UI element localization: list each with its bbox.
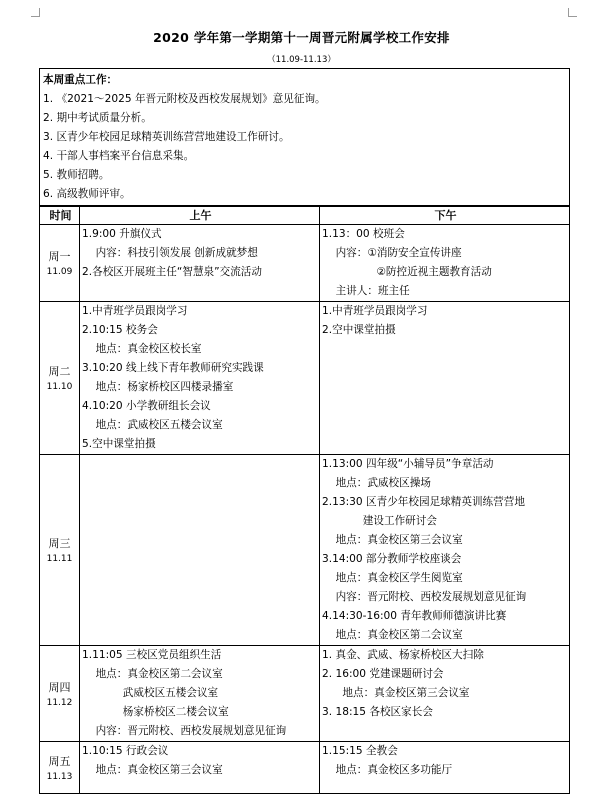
schedule-line: 1.中青班学员跟岗学习 [82, 305, 188, 317]
schedule-line: ②防控近视主题教育活动 [376, 266, 492, 278]
schedule-line: 1. 真金、武威、杨家桥校区大扫除 [322, 649, 484, 661]
schedule-line: 地点：真金校区第三会议室 [95, 764, 223, 776]
schedule-line: 1.9:00 升旗仪式 [82, 228, 162, 240]
schedule-line: 4.14:30-16:00 青年教师师德演讲比赛 [322, 610, 507, 622]
day-date: 11.13 [46, 771, 73, 782]
day-cell [40, 455, 80, 646]
day-name: 周一 [48, 250, 71, 263]
schedule-line: 地点：真金校区多功能厅 [335, 764, 453, 776]
day-date: 11.11 [46, 554, 73, 564]
schedule-line: 地点：真金校区校长室 [95, 343, 202, 355]
schedule-line: 2.空中课堂拍摄 [322, 324, 396, 336]
schedule-line: 1.15:15 全教会 [322, 745, 398, 757]
schedule-line: 内容：①消防安全宣传讲座 [335, 247, 462, 259]
afternoon-cell [320, 455, 570, 646]
schedule-line: 1.中青班学员跟岗学习 [322, 305, 428, 317]
schedule-line: 1.10:15 行政会议 [82, 745, 169, 757]
schedule-table [39, 68, 570, 794]
afternoon-cell [320, 225, 570, 302]
schedule-line: 2.各校区开展班主任“智慧泉”交流活动 [82, 266, 262, 278]
day-name: 周二 [48, 365, 71, 378]
morning-cell [80, 225, 320, 302]
morning-cell [80, 742, 320, 794]
page-corner-mark-right [568, 8, 577, 17]
header-time: 时间 [40, 206, 80, 225]
afternoon-cell [320, 742, 570, 794]
header-row [40, 206, 570, 225]
day-cell [40, 646, 80, 742]
schedule-line: 内容：科技引领发展 创新成就梦想 [95, 247, 258, 259]
focus-item: 1. 《2021～2025 年晋元附校及西校发展规划》意见征询。 [43, 93, 326, 105]
date-range: （11.09-11.13） [267, 55, 336, 65]
focus-item: 6. 高级教师评审。 [43, 188, 131, 200]
day-name: 周四 [48, 680, 71, 694]
day-row [40, 742, 570, 794]
schedule-line: 地点：真金校区第二会议室 [95, 668, 223, 680]
focus-item: 2. 期中考试质量分析。 [43, 112, 152, 124]
afternoon-cell [320, 302, 570, 455]
schedule-line: 4.10:20 小学教研组长会议 [82, 400, 211, 412]
day-cell [40, 225, 80, 302]
header-afternoon: 下午 [320, 206, 570, 225]
day-date: 11.10 [46, 382, 73, 392]
day-rows [40, 225, 570, 794]
day-row [40, 455, 570, 646]
schedule-line: 1.13:00 四年级“小辅导员”争章活动 [322, 458, 494, 470]
day-cell [40, 302, 80, 455]
day-name: 周三 [48, 537, 71, 550]
schedule-line: 1.13：00 校班会 [322, 228, 405, 240]
focus-item: 4. 干部人事档案平台信息采集。 [43, 150, 195, 162]
morning-cell [80, 455, 320, 646]
day-name: 周五 [48, 754, 71, 768]
schedule-line: 地点：真金校区第二会议室 [335, 629, 463, 641]
schedule-line: 5.空中课堂拍摄 [82, 438, 156, 450]
schedule-line: 地点：杨家桥校区四楼录播室 [95, 381, 234, 393]
schedule-line: 2. 16:00 党建课题研讨会 [322, 668, 444, 680]
schedule-line: 地点：武威校区五楼会议室 [95, 419, 223, 431]
day-date: 11.09 [46, 267, 73, 277]
schedule-line: 3. 18:15 各校区家长会 [322, 706, 433, 718]
schedule-line: 1.11:05 三校区党员组织生活 [82, 649, 222, 661]
day-row [40, 302, 570, 455]
schedule-line: 2.13:30 区青少年校园足球精英训练营营地 [322, 496, 525, 508]
focus-heading: 本周重点工作： [43, 74, 118, 86]
focus-cell [40, 69, 570, 207]
schedule-line: 3.10:20 线上线下青年教师研究实践课 [82, 362, 264, 374]
focus-item: 5. 教师招聘。 [43, 169, 110, 181]
schedule-line: 建设工作研讨会 [362, 515, 437, 527]
schedule-line: 地点：武威校区操场 [335, 477, 431, 489]
schedule-line: 2.10:15 校务会 [82, 324, 158, 336]
schedule-line: 主讲人：班主任 [335, 285, 410, 297]
day-row [40, 646, 570, 742]
day-row [40, 225, 570, 302]
day-cell [40, 742, 80, 794]
morning-cell [80, 302, 320, 455]
page-corner-mark-left [31, 8, 40, 17]
schedule-line: 地点：真金校区第三会议室 [342, 687, 470, 699]
focus-row [40, 69, 570, 207]
day-date: 11.12 [46, 697, 73, 708]
afternoon-cell [320, 646, 570, 742]
header-morning: 上午 [80, 206, 320, 225]
schedule-line: 地点：真金校区学生阅览室 [335, 572, 463, 584]
morning-cell [80, 646, 320, 742]
schedule-line: 3.14:00 部分教师学校座谈会 [322, 553, 462, 565]
schedule-line: 地点：真金校区第三会议室 [335, 534, 463, 546]
schedule-line: 武威校区五楼会议室 [122, 687, 219, 699]
schedule-line: 杨家桥校区二楼会议室 [122, 706, 229, 718]
schedule-line: 内容：晋元附校、西校发展规划意见征询 [335, 591, 527, 603]
page-title: 2020 学年第一学期第十一周晋元附属学校工作安排 [153, 30, 450, 45]
focus-item: 3. 区青少年校园足球精英训练营营地建设工作研讨。 [43, 131, 290, 143]
schedule-line: 内容：晋元附校、西校发展规划意见征询 [95, 725, 287, 737]
